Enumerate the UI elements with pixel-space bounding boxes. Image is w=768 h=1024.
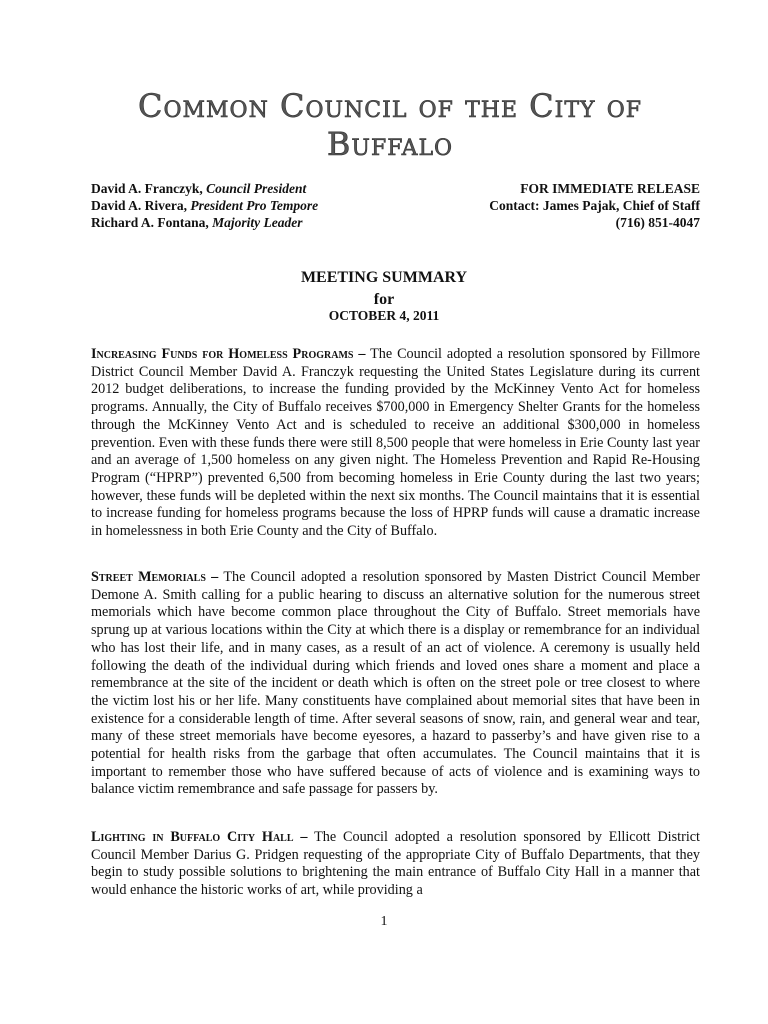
council-officers-block <box>91 180 318 231</box>
officer-name: David A. Rivera, <box>91 198 187 213</box>
section-body: The Council adopted a resolution sponsored by Ellicott District Council Member Darius G. Pridgen requesting of the appropriate City of Buffalo Departments, that they begin to study possible solutions to brightening the main entrance of Buffalo City Hall in a manner that would enhance the historic works of art, while providing a <box>91 829 700 899</box>
meeting-date: OCTOBER 4, 2011 <box>328 308 440 323</box>
meeting-summary-title: MEETING SUMMARY <box>300 269 468 286</box>
officer-role: Majority Leader <box>212 215 303 230</box>
officer-line <box>91 197 318 214</box>
section-street-memorials <box>91 569 700 799</box>
contact-phone: (716) 851-4047 <box>615 215 700 230</box>
section-body: The Council adopted a resolution sponsored by Fillmore District Council Member David A. Franczyk requesting the United States Legislature during its current 2012 budget deliberations, to increase the funding provided by the McKinney Vento Act for homeless programs. Annually, the City of Buffalo receives $700,000 in Emergency Shelter Grants for the homeless through the McKinney Vento Act and is scheduled to receive an additional $300,000 in homeless prevention. Even with these funds there were still 8,500 people that were homeless in Erie County last year and an average of 1,500 homeless on any given night. The Homeless Prevention and Rapid Re-Housing Program (“HPRP”) prevented 6,500 from becoming homeless in Erie County during the last two years; however, these funds will be depleted within the next six months. The Council maintains that it is essential to increase funding for homeless programs because the loss of HPRP funds will cause a dramatic increase in homelessness in both Erie County and the City of Buffalo. <box>91 346 700 540</box>
officer-name: Richard A. Fontana, <box>91 215 209 230</box>
section-homeless-programs <box>91 346 700 541</box>
officer-role: President Pro Tempore <box>190 198 319 213</box>
release-contact-block <box>489 180 700 231</box>
officer-line <box>91 180 318 197</box>
officer-role: Council President <box>206 181 307 196</box>
release-notice: FOR IMMEDIATE RELEASE <box>520 181 700 196</box>
officer-line <box>91 214 318 231</box>
section-city-hall-lighting <box>91 829 700 900</box>
section-heading: Increasing Funds for Homeless Programs – <box>91 346 366 362</box>
section-heading: Lighting in Buffalo City Hall – <box>91 829 308 845</box>
officer-name: David A. Franczyk, <box>91 181 203 196</box>
contact-name: Contact: James Pajak, Chief of Staff <box>489 198 700 213</box>
document-title: Common Council of the City of Buffalo <box>137 87 643 163</box>
meeting-summary-for: for <box>373 291 395 308</box>
section-heading: Street Memorials – <box>91 569 219 585</box>
section-body: The Council adopted a resolution sponsored by Masten District Council Member Demone A. Smith calling for a public hearing to discuss an alternative solution for the numerous street memorials which have become common place throughout the City of Buffalo. Street memorials have sprung up at various locations within the City at which there is a display or remembrance for an individual who has lost their life, and in many cases, as a result of an act of violence. A ceremony is usually held following the death of the individual during which friends and loved ones share a moment and place a remembrance at the site of the incident or death which is often on the street pole or tree closest to where the victim lost his or her life. Many constituents have complained about memorial sites that have been in existence for a considerable length of time. After several seasons of snow, rain, and general wear and tear, many of these street memorials have become eyesores, a hazard to passerby’s and have given rise to a potential for health risks from the garbage that often accumulates. The Council maintains that it is important to remember those who have suffered because of acts of violence and is examining ways to balance victim remembrance and safe passage for passers by. <box>91 569 701 798</box>
page-number: 1 <box>380 914 388 929</box>
